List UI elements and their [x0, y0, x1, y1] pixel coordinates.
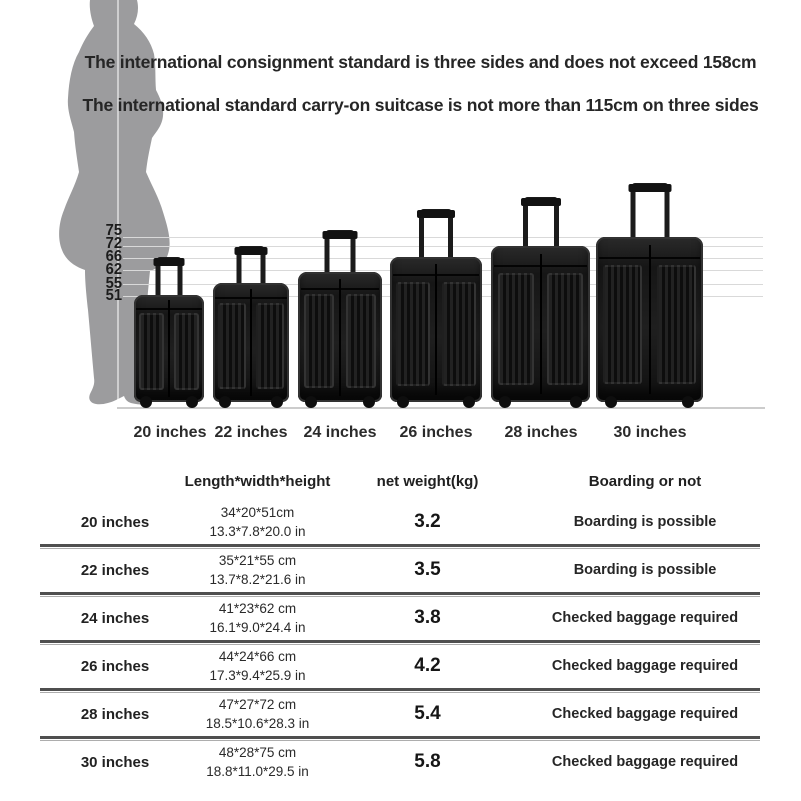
suitcase-28-inches: [491, 246, 590, 408]
scale-value-66: 66: [105, 248, 122, 265]
wheel-right: [186, 396, 198, 408]
cell-dimensions: [209, 503, 305, 541]
banner-line-1: The international consignment standard is three sides and does not exceed 158cm: [84, 52, 757, 72]
cell-dimensions: [209, 599, 305, 637]
ribbed-panel-left: [396, 282, 429, 386]
cell-weight: 3.8: [414, 607, 441, 628]
ribbed-panel-left: [603, 265, 642, 384]
suitcase-body: [298, 272, 382, 402]
lid-seam: [215, 297, 286, 299]
ribbed-panel-right: [174, 313, 199, 390]
suitcase-24-inches: [298, 272, 382, 408]
scale-value-62: 62: [105, 261, 122, 278]
size-label-26: 26 inches: [399, 424, 473, 441]
suitcase-body: [134, 295, 204, 402]
size-label-28: 28 inches: [504, 424, 578, 441]
cell-size: 20 inches: [80, 513, 150, 531]
wheel-right: [463, 396, 475, 408]
ribbed-panel-right: [256, 303, 283, 389]
table-row: [40, 548, 760, 592]
header-boarding: Boarding or not: [588, 472, 702, 490]
ribbed-panel-right: [547, 273, 583, 385]
cell-boarding: Checked baggage required: [551, 706, 739, 722]
table-header-row: [40, 462, 760, 500]
dims-in: 18.8*11.0*29.5 in: [206, 764, 309, 779]
suitcase-20-inches: [134, 295, 204, 408]
ribbed-panel-left: [218, 303, 245, 389]
cell-weight: 5.8: [414, 751, 441, 772]
lid-seam: [599, 257, 700, 259]
table-row: [40, 692, 760, 736]
dims-in: 13.7*8.2*21.6 in: [209, 572, 306, 587]
cell-boarding: Checked baggage required: [551, 658, 739, 674]
dims-in: 16.1*9.0*24.4 in: [209, 620, 306, 635]
lid-seam: [494, 265, 587, 267]
suitcase-22-inches: [213, 283, 289, 408]
wheel-left: [140, 396, 152, 408]
cell-weight: 3.2: [414, 511, 441, 532]
cell-size: 28 inches: [80, 705, 150, 723]
cell-dimensions: [206, 695, 310, 733]
ribbed-panel-right: [346, 294, 376, 388]
table-row: [40, 596, 760, 640]
cell-boarding: Boarding is possible: [573, 562, 717, 578]
suitcase-body: [596, 237, 703, 402]
cell-dimensions: [209, 647, 305, 685]
cell-weight: 4.2: [414, 655, 441, 676]
dims-cm: 41*23*62 cm: [218, 601, 297, 616]
dims-cm: 35*21*55 cm: [218, 553, 297, 568]
cell-size: 24 inches: [80, 609, 150, 627]
wheel-left: [219, 396, 231, 408]
lid-seam: [301, 288, 380, 290]
table-row: [40, 644, 760, 688]
cell-boarding: Checked baggage required: [551, 610, 739, 626]
suitcase-30-inches: [596, 237, 703, 408]
wheel-right: [682, 396, 694, 408]
cell-boarding: Boarding is possible: [573, 514, 717, 530]
size-label-24: 24 inches: [303, 424, 377, 441]
cell-dimensions: [206, 743, 309, 781]
cell-weight: 3.5: [414, 559, 441, 580]
wheel-left: [499, 396, 511, 408]
dims-cm: 48*28*75 cm: [218, 745, 297, 760]
ribbed-panel-left: [498, 273, 534, 385]
banner-line-2: The international standard carry-on suitcase is not more than 115cm on three sides: [82, 95, 759, 115]
table-row: [40, 500, 760, 544]
size-label-22: 22 inches: [214, 424, 288, 441]
header-net-weight: net weight(kg): [376, 472, 479, 490]
scale-value-75: 75: [105, 222, 122, 239]
scale-value-72: 72: [105, 235, 122, 252]
cell-size: 26 inches: [80, 657, 150, 675]
scale-value-55: 55: [105, 275, 122, 292]
ribbed-panel-left: [139, 313, 164, 390]
lid-seam: [136, 308, 202, 310]
dims-in: 13.3*7.8*20.0 in: [209, 524, 306, 539]
wheel-right: [363, 396, 375, 408]
wheel-left: [397, 396, 409, 408]
suitcase-body: [213, 283, 289, 402]
header-dimensions: Length*width*height: [184, 472, 331, 490]
suitcase-body: [491, 246, 590, 402]
suitcase-26-inches: [390, 257, 482, 408]
dims-cm: 47*27*72 cm: [218, 697, 297, 712]
ribbed-panel-right: [442, 282, 475, 386]
size-label-20: 20 inches: [133, 424, 207, 441]
size-spec-table: [40, 462, 760, 784]
dims-cm: 34*20*51cm: [220, 505, 295, 520]
table-row: [40, 740, 760, 784]
wheel-right: [271, 396, 283, 408]
cell-dimensions: [209, 551, 305, 589]
dims-cm: 44*24*66 cm: [218, 649, 297, 664]
ribbed-panel-right: [657, 265, 696, 384]
cell-boarding: Checked baggage required: [551, 754, 739, 770]
lid-seam: [393, 274, 480, 276]
suitcase-body: [390, 257, 482, 402]
dims-in: 17.3*9.4*25.9 in: [209, 668, 306, 683]
cell-size: 30 inches: [80, 753, 150, 771]
ribbed-panel-left: [304, 294, 334, 388]
size-label-30: 30 inches: [613, 424, 687, 441]
wheel-left: [305, 396, 317, 408]
wheel-left: [605, 396, 617, 408]
dims-in: 18.5*10.6*28.3 in: [205, 716, 310, 731]
wheel-right: [570, 396, 582, 408]
scale-value-51: 51: [105, 287, 122, 304]
cell-size: 22 inches: [80, 561, 150, 579]
cell-weight: 5.4: [414, 703, 441, 724]
